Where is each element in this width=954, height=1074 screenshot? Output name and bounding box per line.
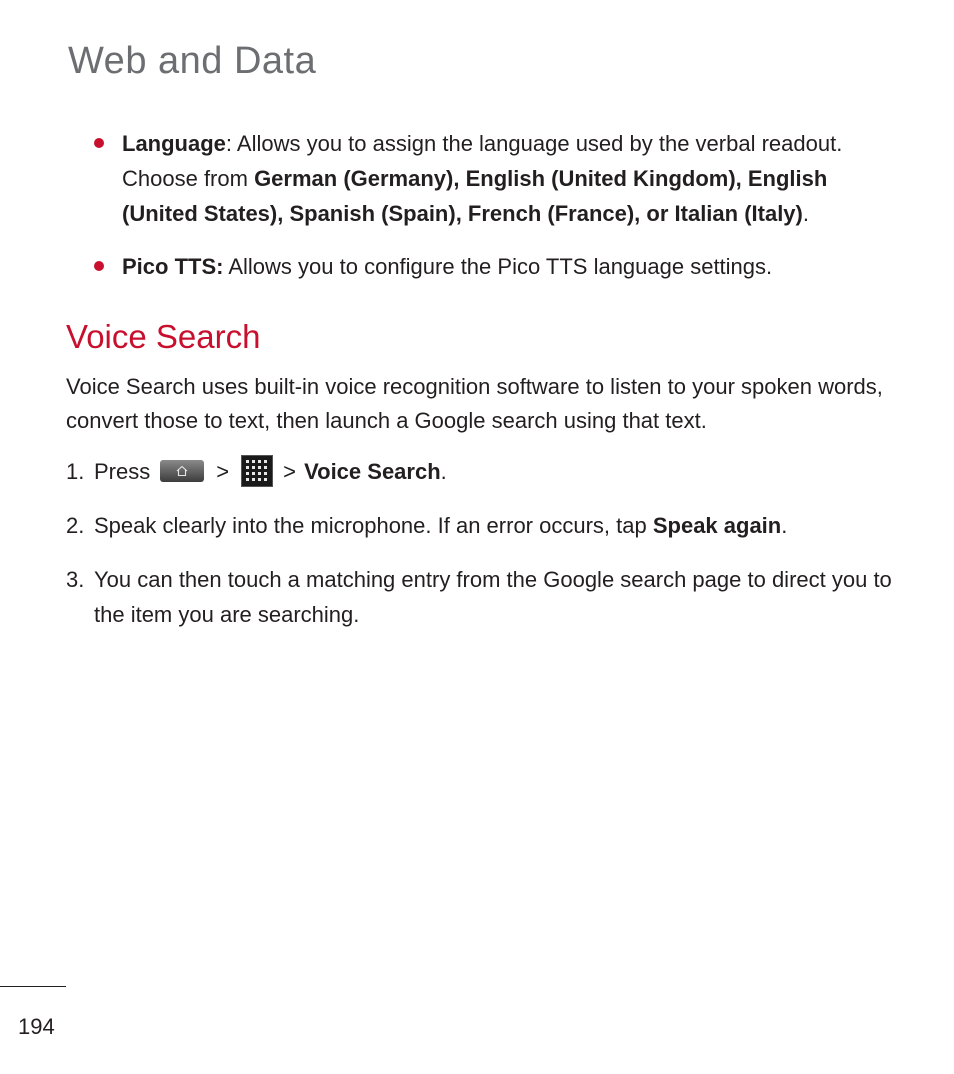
bullet-dot-icon: [94, 138, 104, 148]
step-text-end: .: [440, 459, 447, 484]
step-item: [66, 508, 896, 543]
bullet-text: : Allows you to assign the language used by the verbal readout. Choose from: [122, 131, 843, 191]
step-separator: >: [283, 459, 296, 484]
step-number: 2.: [66, 513, 85, 539]
bullet-text: Allows you to configure the Pico TTS language settings.: [223, 254, 773, 279]
bullet-dot-icon: [94, 261, 104, 271]
step-bold: Voice Search: [304, 459, 441, 484]
step-text: Press: [94, 459, 151, 484]
home-key-icon: [160, 460, 204, 482]
page-title: Web and Data: [68, 40, 317, 82]
bullet-pico-tts: [94, 249, 894, 284]
page-number: 194: [18, 1014, 55, 1039]
step-item: [66, 562, 896, 632]
footer-divider: [0, 986, 66, 987]
step-number: 1.: [66, 459, 85, 484]
step-text-end: .: [781, 513, 788, 539]
step-text: You can then touch a matching entry from the Google search page to direct you to the item you are searching.: [94, 567, 892, 628]
step-bold: Speak again: [652, 513, 782, 539]
bullet-term: Language: [122, 131, 226, 156]
bullet-language: [94, 126, 894, 231]
bullet-text-end: .: [802, 201, 809, 226]
steps-list: [66, 454, 896, 651]
section-heading: Voice Search: [66, 318, 261, 355]
step-number: 3.: [66, 567, 85, 593]
step-separator: >: [216, 459, 230, 484]
language-options: German (Germany), English (United Kingdom), English (United States), Spanish (Spain), French (France), or Italian (Italy): [122, 166, 828, 226]
bullet-term: Pico TTS:: [122, 254, 224, 279]
apps-grid-icon: [241, 455, 273, 487]
section-intro: Voice Search uses built-in voice recognition software to listen to your spoken words, convert those to text, then launch a Google search using that text.: [66, 374, 883, 433]
step-text: Speak clearly into the microphone. If an error occurs, tap: [94, 513, 653, 539]
step-item: [66, 454, 896, 489]
settings-bullet-list: [94, 126, 894, 302]
